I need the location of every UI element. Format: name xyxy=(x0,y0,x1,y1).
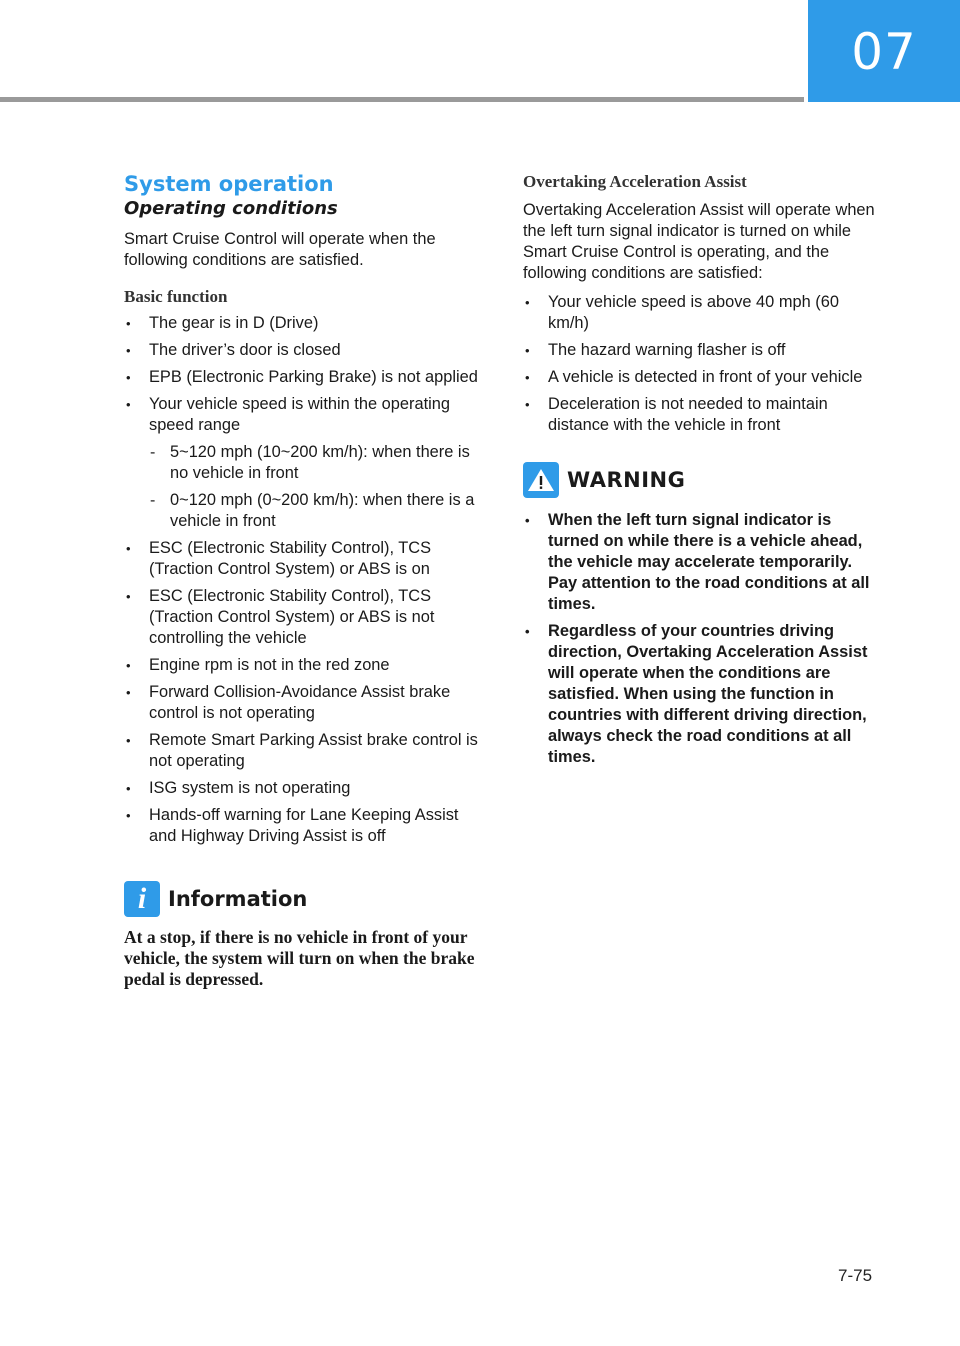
information-text: At a stop, if there is no vehicle in front of your vehicle, the system will turn on when the brake pedal is depressed. xyxy=(124,927,475,989)
warning-list xyxy=(523,510,883,768)
header-rule xyxy=(0,97,804,102)
overtaking-intro: Overtaking Acceleration Assist will operate when the left turn signal indicator is turned on while Smart Cruise Control is operating, and the following conditions are satisfied: xyxy=(523,201,875,282)
warning-triangle-icon xyxy=(523,462,559,498)
information-header xyxy=(124,881,490,917)
list-item: • ISG system is not operating xyxy=(126,779,351,797)
list-item: • Your vehicle speed is within the operating speed range - 5~120 mph (10~200 km/h): when there is no vehicle in front - 0~120 mph (0~200 km/h): when there is a vehicle in front xyxy=(124,394,490,532)
information-title: Information xyxy=(168,887,308,911)
sub-list-item: - 0~120 mph (0~200 km/h): when there is a vehicle in front xyxy=(150,491,475,530)
list-item: • Deceleration is not needed to maintain distance with the vehicle in front xyxy=(525,395,828,434)
list-item: • The gear is in D (Drive) xyxy=(126,314,319,332)
info-icon: i xyxy=(124,881,160,917)
list-item: • A vehicle is detected in front of your vehicle xyxy=(525,368,863,386)
left-column xyxy=(124,172,490,990)
list-item: • Remote Smart Parking Assist brake control is not operating xyxy=(126,731,478,770)
list-item: • EPB (Electronic Parking Brake) is not applied xyxy=(126,368,478,386)
right-column xyxy=(523,172,883,774)
basic-function-heading: Basic function xyxy=(124,287,228,306)
section-title: System operation xyxy=(124,172,334,196)
list-item: • Hands-off warning for Lane Keeping Assist and Highway Driving Assist is off xyxy=(126,806,459,845)
warning-item: • When the left turn signal indicator is turned on while there is a vehicle ahead, the vehicle may accelerate temporarily. Pay attention to the road conditions at all times. xyxy=(525,511,870,613)
list-item: • ESC (Electronic Stability Control), TCS (Traction Control System) or ABS is on xyxy=(126,539,432,578)
list-item: • ESC (Electronic Stability Control), TCS (Traction Control System) or ABS is not controlling the vehicle xyxy=(126,587,435,647)
page-number: 7-75 xyxy=(838,1266,873,1285)
speed-range-list xyxy=(149,442,490,532)
warning-title: WARNING xyxy=(567,468,686,492)
list-item: • Your vehicle speed is above 40 mph (60 km/h) xyxy=(525,293,839,332)
warning-header xyxy=(523,462,883,498)
warning-item: • Regardless of your countries driving direction, Overtaking Acceleration Assist will operate when the conditions are satisfied. When using the function in countries with different driving direction, always check the road conditions at all times. xyxy=(525,622,868,766)
list-item: • Engine rpm is not in the red zone xyxy=(126,656,390,674)
overtaking-heading: Overtaking Acceleration Assist xyxy=(523,172,747,191)
intro-paragraph: Smart Cruise Control will operate when the following conditions are satisfied. xyxy=(124,230,436,269)
list-item: • The hazard warning flasher is off xyxy=(525,341,786,359)
sub-title: Operating conditions xyxy=(124,198,338,219)
chapter-number: 07 xyxy=(851,23,917,81)
list-item: • The driver’s door is closed xyxy=(126,341,341,359)
overtaking-conditions-list xyxy=(523,292,883,436)
chapter-tab xyxy=(808,0,960,102)
sub-list-item: - 5~120 mph (10~200 km/h): when there is no vehicle in front xyxy=(150,443,470,482)
list-item: • Forward Collision-Avoidance Assist brake control is not operating xyxy=(126,683,451,722)
basic-function-list xyxy=(124,313,490,847)
